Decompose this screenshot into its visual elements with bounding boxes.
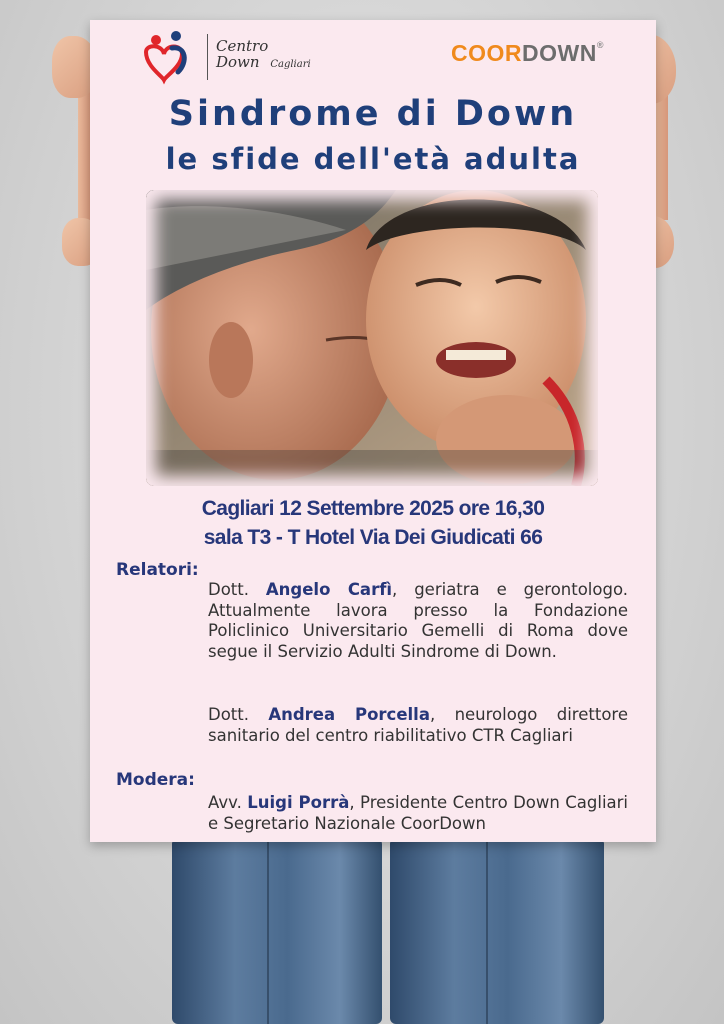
left-person-legs (172, 838, 382, 1024)
speaker-2-title: Dott. (208, 705, 249, 724)
coordown-logo (451, 40, 604, 67)
moderator-name: Luigi Porrà (247, 793, 350, 812)
speaker-2-name: Andrea Porcella (268, 705, 430, 724)
right-person-legs (390, 838, 604, 1024)
relatori-label: Relatori: (116, 560, 199, 580)
centro-down-logo (138, 28, 194, 86)
logo-line2: Down (216, 53, 260, 71)
coordown-prefix: COOR (451, 40, 523, 66)
speaker-1 (208, 580, 628, 662)
speaker-2 (208, 705, 628, 746)
poster-title: Sindrome di Down (168, 94, 578, 134)
speaker-1-name: Angelo Carfì (265, 580, 393, 599)
event-date-time: Cagliari 12 Settembre 2025 ore 16,30 (201, 497, 545, 520)
photo-vignette (146, 190, 598, 486)
centro-down-wordmark (216, 38, 311, 73)
speaker-1-title: Dott. (208, 580, 249, 599)
event-photo (146, 190, 598, 486)
speaker-2-description: , neurologo direttore sanitario del centro riabilitativo CTR Cagliari (208, 705, 628, 745)
logo-divider (207, 34, 208, 80)
poster-subtitle: le sfide dell'età adulta (165, 142, 581, 176)
registered-mark: ® (596, 40, 604, 50)
event-poster (90, 20, 656, 842)
speaker-1-description: , geriatra e gerontologo. Attualmente lavora presso la Fondazione Policlinico Universitario Gemelli di Roma dove segue il Servizio Adulti Sindrome di Down. (208, 580, 629, 661)
modera-label: Modera: (116, 770, 195, 790)
moderator-description: , Presidente Centro Down Cagliari e Segretario Nazionale CoorDown (208, 793, 629, 833)
event-location: sala T3 - T Hotel Via Dei Giudicati 66 (203, 526, 543, 549)
logo-city: Cagliari (270, 59, 311, 70)
moderator-title: Avv. (208, 793, 242, 812)
moderator (208, 793, 628, 834)
logo-line1: Centro (216, 37, 269, 55)
coordown-suffix: DOWN (522, 40, 597, 66)
